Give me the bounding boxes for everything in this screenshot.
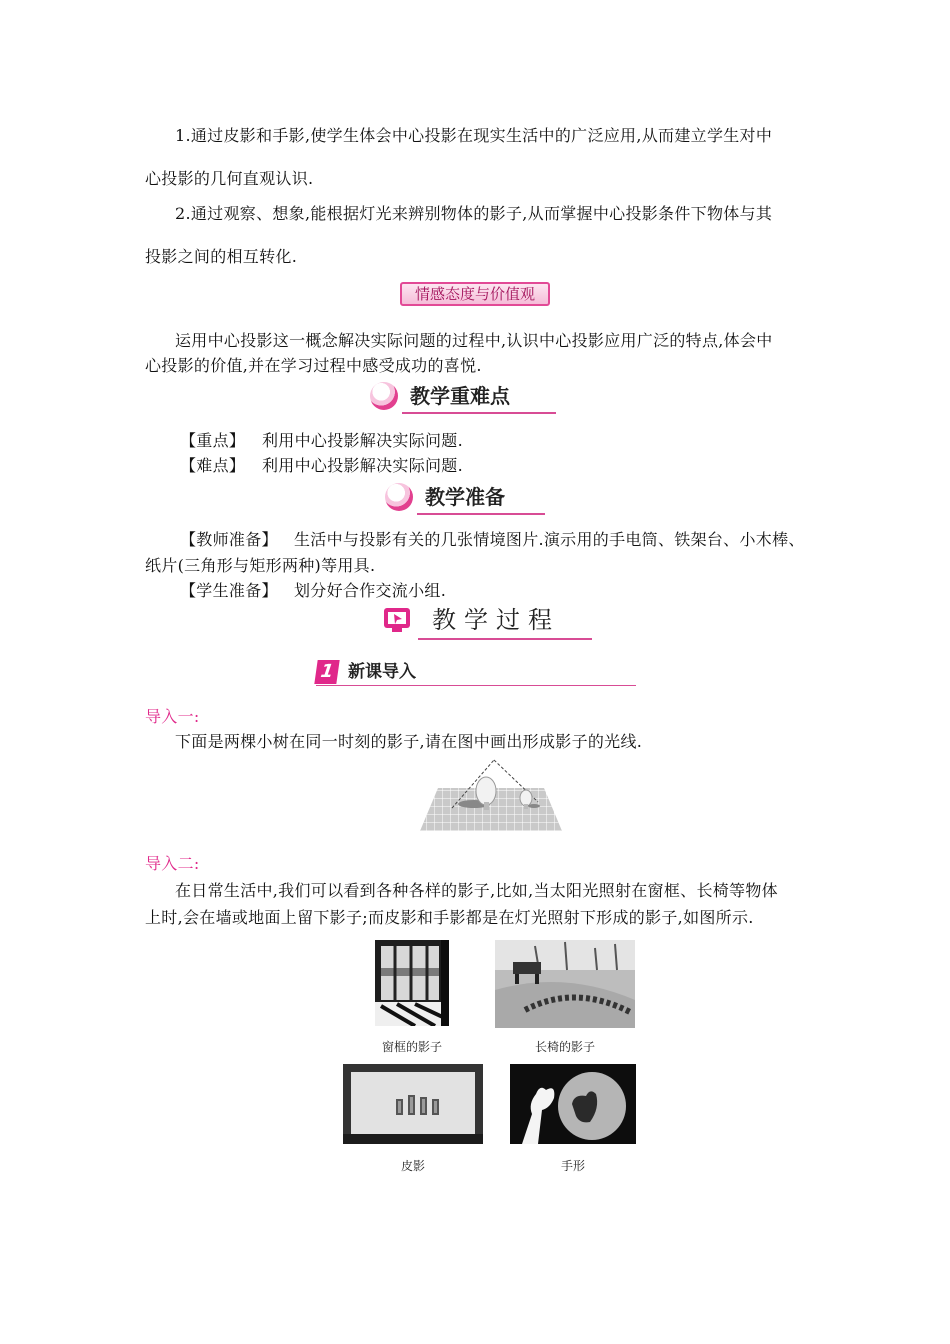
teacher-label: 【教师准备】	[180, 530, 278, 549]
attitude-line1: 运用中心投影这一概念解决实际问题的过程中,认识中心投影应用广泛的特点,体会中	[175, 331, 773, 350]
teacher-line2: 纸片(三角形与矩形两种)等用具.	[145, 556, 376, 575]
student-label: 【学生准备】	[180, 581, 278, 600]
bench-shadow-photo	[495, 940, 635, 1028]
arrow-down-icon	[370, 382, 398, 410]
difficulty-text: 利用中心投影解决实际问题.	[262, 456, 463, 475]
heading-rule	[418, 638, 592, 640]
student-text: 划分好合作交流小组.	[294, 581, 447, 600]
section-number-badge: 1	[314, 660, 339, 684]
window-caption: 窗框的影子	[381, 1040, 442, 1054]
process-heading: 教学过程	[382, 604, 592, 640]
attitude-line2: 心投影的价值,并在学习过程中感受成功的喜悦.	[145, 356, 482, 375]
hand-shadow-photo	[510, 1064, 636, 1144]
intro2-line2: 上时,会在墙或地面上留下影子;而皮影和手影都是在灯光照射下形成的影子,如图所示.	[145, 908, 754, 927]
preparation-heading: 教学准备	[385, 483, 545, 517]
bench-caption: 长椅的影子	[534, 1040, 595, 1054]
intro1-text: 下面是两棵小树在同一时刻的影子,请在图中画出形成影子的光线.	[175, 732, 643, 751]
hand-caption: 手形	[560, 1159, 585, 1173]
arrow-down-icon	[385, 483, 413, 511]
heading-rule	[417, 513, 545, 515]
monitor-icon	[382, 606, 414, 636]
intro2-label: 导入二:	[145, 854, 200, 873]
key-points-heading: 教学重难点	[370, 382, 556, 416]
attitude-badge: 情感态度与价值观	[400, 282, 550, 306]
key-label: 【重点】	[180, 431, 246, 450]
teacher-line1: 生活中与投影有关的几张情境图片.演示用的手电筒、铁架台、小木棒、	[294, 530, 805, 549]
intro2-line1: 在日常生活中,我们可以看到各种各样的影子,比如,当太阳光照射在窗框、长椅等物体	[175, 881, 778, 900]
difficulty-label: 【难点】	[180, 456, 246, 475]
objective-2-line2: 投影之间的相互转化.	[145, 247, 298, 266]
intro1-label: 导入一:	[145, 707, 200, 726]
window-shadow-photo	[375, 940, 449, 1026]
key-text: 利用中心投影解决实际问题.	[262, 431, 463, 450]
objective-2-line1: 2.通过观察、想象,能根据灯光来辨别物体的影子,从而掌握中心投影条件下物体与其	[175, 204, 773, 223]
objective-1-line2: 心投影的几何直观认识.	[145, 169, 314, 188]
section-rule	[316, 685, 636, 686]
heading-rule	[402, 412, 556, 414]
shadow-puppet-photo	[343, 1064, 483, 1144]
puppet-caption: 皮影	[400, 1159, 425, 1173]
objective-1-line1: 1.通过皮影和手影,使学生体会中心投影在现实生活中的广泛应用,从而建立学生对中	[175, 126, 773, 145]
trees-shadow-figure	[418, 758, 564, 834]
section-header-new-lesson	[316, 660, 636, 688]
section-title: 新课导入	[348, 662, 416, 682]
